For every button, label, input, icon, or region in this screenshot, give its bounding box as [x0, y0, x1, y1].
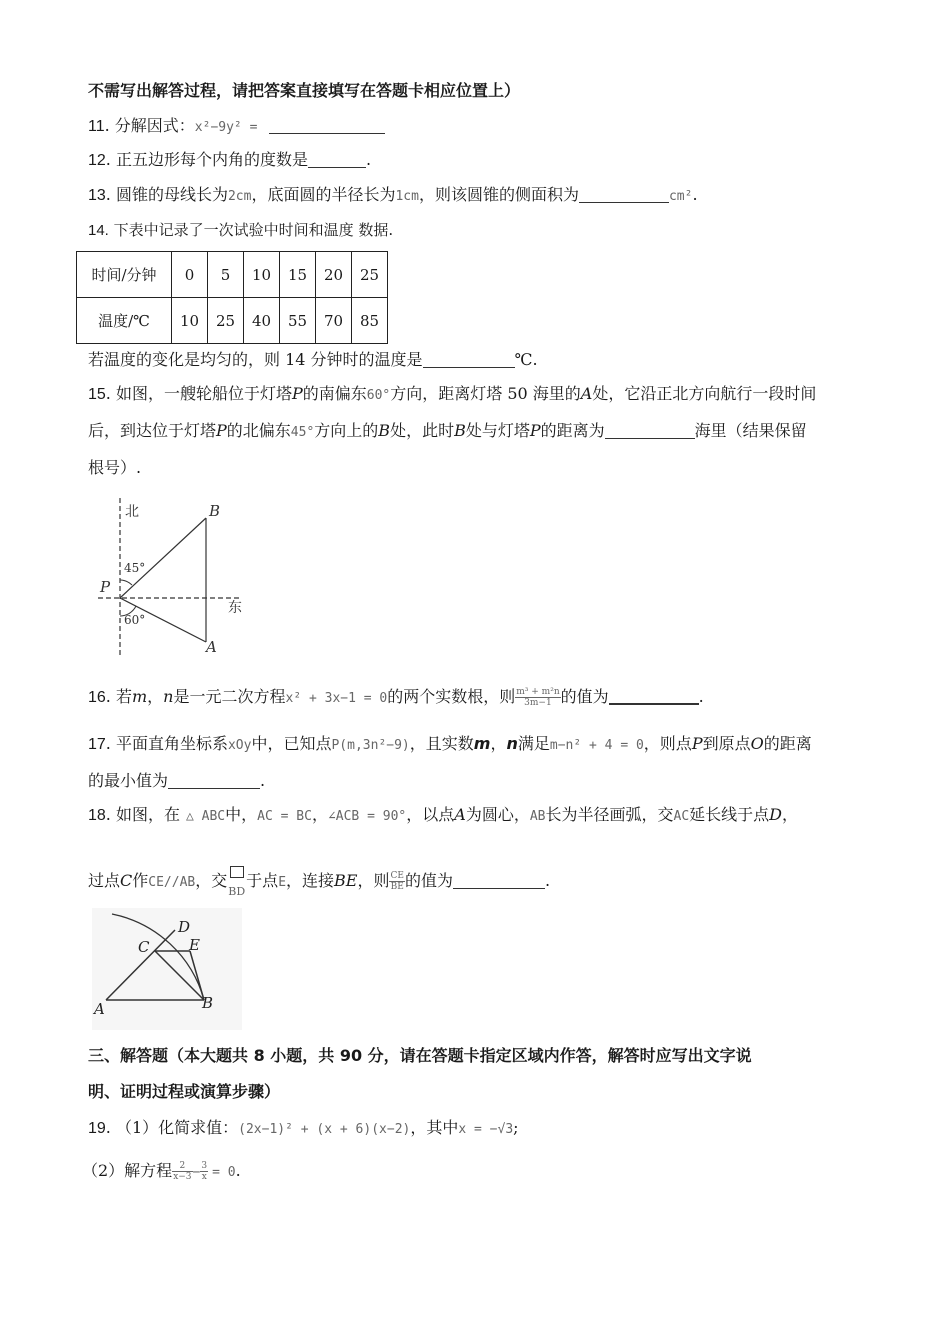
label-east: 东 [228, 600, 242, 616]
q15-figure [92, 494, 252, 664]
table-cell: 10 [172, 298, 208, 344]
q18-arc-bd [227, 866, 246, 897]
q13-mid: ，底面圆的半径长为 [251, 185, 396, 204]
q18-figure [92, 908, 242, 1030]
q18-answer-blank[interactable] [453, 872, 545, 889]
row1-label: 时间/分钟 [77, 252, 172, 298]
q15-answer-blank[interactable] [605, 422, 695, 439]
segment-pb [120, 518, 206, 598]
q16-text: 的两个实数根，则 [387, 687, 516, 706]
q11-expr: x²−9y² = [194, 120, 258, 135]
question-15-line3 [88, 457, 141, 479]
label-d: D [178, 918, 191, 936]
q12-number: 12 [88, 152, 106, 169]
label-b: B [202, 994, 214, 1012]
q15-text: 方向上的 [314, 421, 379, 440]
q17-text: ，则点 [643, 734, 692, 753]
q13-number: 13 [88, 187, 106, 204]
q17-text: 中，已知点 [251, 734, 332, 753]
q18-point-d: D [769, 805, 782, 824]
label-c: C [138, 938, 150, 956]
question-19-part2 [82, 1160, 241, 1184]
q18-ab: AB [529, 809, 546, 824]
table-cell: 10 [244, 252, 280, 298]
table-cell: 55 [280, 298, 316, 344]
q19-frac1-den: x−3 [173, 1172, 192, 1182]
q16-text: . 若 [105, 687, 132, 706]
q18-ac: AC [673, 809, 690, 824]
q18-text: 长为半径画弧，交 [545, 805, 674, 824]
q13-unit: cm² [668, 189, 693, 204]
q15-text: 根号）. [88, 458, 142, 477]
q13-value-b: 1cm [395, 189, 419, 204]
q15-number: 15 [88, 386, 106, 403]
q16-frac-num: m³ + m²n [516, 687, 560, 697]
q18-number: 18 [88, 807, 106, 824]
q18-triangle: △ ABC [185, 809, 226, 824]
label-60: 60° [124, 613, 146, 627]
question-19-part1 [88, 1117, 519, 1141]
q17-answer-blank[interactable] [168, 772, 260, 789]
q18-text: ，则 [357, 871, 390, 890]
question-11 [88, 115, 385, 139]
q14-after-unit: ℃. [514, 350, 538, 369]
q16-answer-blank[interactable] [609, 687, 699, 705]
q19-fraction-1 [172, 1161, 192, 1182]
question-12 [88, 149, 371, 172]
question-18-line1 [88, 804, 798, 828]
question-18-line2 [88, 866, 550, 897]
table-cell: 25 [352, 252, 388, 298]
q18-text: 于点 [246, 871, 279, 890]
section-3-line1: 三、解答题（本大题共 8 小题，共 90 分，请在答题卡指定区域内作答，解答时应写出文字说 [88, 1046, 752, 1065]
q15-point-b: B [378, 421, 391, 440]
q16-text: 是一元二次方程 [173, 687, 286, 706]
label-e: E [189, 936, 200, 954]
q17-text: 到原点 [702, 734, 751, 753]
q11-answer-blank[interactable] [269, 117, 385, 134]
table-cell: 25 [208, 298, 244, 344]
q18-text: 过点 [88, 871, 121, 890]
q19-minus: − [192, 1165, 201, 1180]
q13-value-a: 2cm [227, 189, 252, 204]
q13-text: . 圆锥的母线长为 [105, 185, 228, 204]
q19-text: ; [513, 1118, 519, 1137]
q17-text: 的最小值为 [88, 771, 169, 790]
q17-text: ， [490, 734, 507, 753]
q17-var-m: m [473, 734, 491, 753]
q16-var-m: m [131, 687, 148, 706]
q11-text: . 分解因式： [104, 116, 195, 135]
table-cell: 85 [352, 298, 388, 344]
q18-cond1: AC = BC [257, 809, 312, 824]
q19-expression: (2x−1)² + (x + 6)(x−2) [238, 1122, 411, 1137]
q18-text: ，连接 [286, 871, 335, 890]
q15-point-a: A [580, 384, 593, 403]
q18-text: ，以点 [406, 805, 455, 824]
q15-text: 的南偏东 [302, 384, 367, 403]
q18-text: ， [782, 805, 799, 824]
q19-text: . （1）化简求值： [105, 1118, 239, 1137]
question-13 [88, 184, 698, 208]
q18-text: . 如图，在 [105, 805, 180, 824]
q18-bd: BD [228, 885, 246, 898]
label-45: 45° [124, 561, 146, 575]
q16-end: . [698, 687, 704, 706]
q16-text: 的值为 [560, 687, 609, 706]
q14-number: 14. [88, 222, 109, 239]
q17-point: P(m,3n²−9) [331, 738, 410, 753]
q16-equation: x² + 3x−1 = 0 [285, 691, 388, 706]
q12-answer-blank[interactable] [308, 151, 366, 168]
q15-angle-45: 45° [290, 425, 315, 440]
q19-text: ，其中 [410, 1118, 459, 1137]
q16-fraction [515, 687, 560, 708]
label-north: 北 [125, 504, 139, 520]
q15-point-b: B [454, 421, 466, 440]
q16-frac-den: 3m−1 [524, 698, 552, 708]
q14-after-text: 若温度的变化是均匀的，则 14 分钟时的温度是 [88, 350, 423, 369]
section-3-line2: 明、证明过程或演算步骤） [88, 1082, 281, 1101]
q15-text: 海里（结果保留 [694, 421, 807, 440]
q19-text: （2）解方程 [82, 1161, 173, 1180]
table-cell: 15 [280, 252, 316, 298]
label-a: A [206, 638, 217, 656]
table-cell: 0 [172, 252, 208, 298]
q15-text: 方向，距离灯塔 50 海里的 [390, 384, 581, 403]
q17-text: . 平面直角坐标系 [105, 734, 228, 753]
q11-number: 11 [88, 118, 105, 135]
angle-45-arc [120, 580, 132, 585]
q14-table [76, 251, 388, 344]
q15-point-p: P [529, 421, 541, 440]
q14-text: 下表中记录了一次试验中时间和温度 数据. [113, 221, 394, 239]
q18-text: 为圆心， [465, 805, 530, 824]
q17-text: ，且实数 [409, 734, 474, 753]
q18-point-a: A [454, 805, 466, 824]
q18-frac-num: CE [390, 871, 404, 881]
q18-text: 中， [225, 805, 258, 824]
table-cell: 20 [316, 252, 352, 298]
q17-origin-o: O [750, 734, 764, 753]
q16-var-n: n [163, 687, 174, 706]
q18-text: 作 [132, 871, 149, 890]
q17-text: 的距离 [763, 734, 812, 753]
q15-text: 的北偏东 [226, 421, 291, 440]
label-b: B [209, 502, 221, 520]
q19-frac2-num: 3 [201, 1161, 208, 1171]
label-a: A [94, 1000, 105, 1018]
table-row [77, 298, 388, 344]
q18-parallel: CE//AB [148, 875, 196, 890]
q18-text: 延长线于点 [689, 805, 770, 824]
q16-number: 16 [88, 689, 106, 706]
q19-text: . [235, 1161, 241, 1180]
q16-text: ， [147, 687, 164, 706]
question-16 [88, 686, 704, 710]
q18-cond2: ∠ACB = 90° [327, 809, 407, 824]
q19-eq-zero: = 0 [212, 1165, 236, 1180]
q14-after [88, 349, 538, 371]
question-15-line2 [88, 420, 807, 444]
q17-end: . [260, 771, 266, 790]
q19-frac1-num: 2 [172, 1161, 192, 1172]
q14-answer-blank[interactable] [423, 351, 515, 368]
q19-x-value: x = −√3 [458, 1122, 514, 1137]
q17-number: 17 [88, 736, 106, 753]
q18-frac-den: BE [390, 882, 404, 892]
label-p: P [100, 578, 111, 596]
q18-text: 的值为 [404, 871, 453, 890]
q19-frac2-den: x [201, 1172, 207, 1182]
q15-point-p: P [291, 384, 303, 403]
q18-point-e: E [278, 875, 287, 890]
q15-text: 处，此时 [390, 421, 455, 440]
row2-label: 温度/℃ [77, 298, 172, 344]
q15-text: 处与灯塔 [465, 421, 530, 440]
q17-xoy: xOy [227, 738, 252, 753]
q12-end: . [365, 150, 372, 169]
q15-text: 处，它沿正北方向航行一段时间 [592, 384, 817, 403]
q15-text: 后，到达位于灯塔 [88, 421, 217, 440]
q15-text: 的距离为 [540, 421, 605, 440]
q13-end: . [692, 185, 698, 204]
arc-symbol-icon [230, 866, 244, 878]
q15-text: . 如图，一艘轮船位于灯塔 [105, 384, 292, 403]
section-intro: 不需写出解答过程，请把答案直接填写在答题卡相应位置上） [88, 81, 521, 100]
question-15-line1 [88, 383, 816, 407]
q17-var-n: n [506, 734, 518, 753]
q13-tail: ，则该圆锥的侧面积为 [418, 185, 579, 204]
question-17-line2 [88, 770, 265, 792]
q17-text: 满足 [517, 734, 550, 753]
q15-point-p: P [216, 421, 227, 440]
question-17-line1 [88, 733, 812, 757]
q18-point-c: C [120, 871, 133, 890]
q18-fraction [389, 871, 404, 892]
table-cell: 5 [208, 252, 244, 298]
q13-answer-blank[interactable] [579, 186, 669, 203]
q18-text: ， [311, 805, 328, 824]
q18-text: ，交 [195, 871, 228, 890]
question-14 [88, 219, 393, 242]
q17-point-p: P [691, 734, 703, 753]
q18-be: BE [334, 871, 358, 890]
q12-text: . 正五边形每个内角的度数是 [105, 150, 308, 169]
table-row [77, 252, 388, 298]
q18-end: . [544, 871, 551, 890]
q19-fraction-2 [200, 1161, 208, 1182]
q19-number: 19 [88, 1120, 106, 1137]
table-cell: 40 [244, 298, 280, 344]
q17-condition: m−n² + 4 = 0 [549, 738, 644, 753]
table-cell: 70 [316, 298, 352, 344]
q15-angle-60: 60° [366, 388, 391, 403]
